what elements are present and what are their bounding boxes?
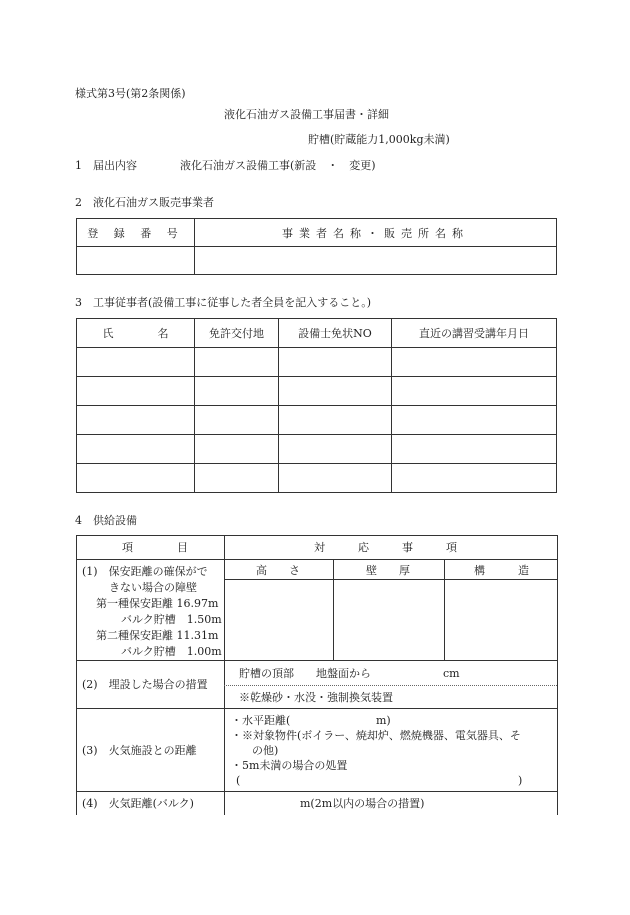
table-row	[77, 348, 557, 377]
col-thickness: 壁 厚	[366, 564, 410, 577]
header-license-no: 設備士免状NO	[279, 319, 392, 348]
col-structure: 構 造	[474, 564, 529, 577]
header-registration-number: 登 録 番 号	[77, 219, 195, 247]
header-name: 氏 名	[77, 319, 195, 348]
row3-line1-b: m)	[376, 714, 391, 727]
row3-line5-a: (	[236, 774, 241, 787]
section1-label: 1 届出内容	[75, 159, 137, 172]
header-license-place: 免許交付地	[195, 319, 279, 348]
form-number: 様式第3号(第2条関係)	[75, 87, 186, 100]
row4-value: m(2m以内の場合の措置)	[300, 797, 425, 810]
row2-line2: ※乾燥砂・水没・強制換気装置	[239, 691, 393, 704]
row3-line5-b: )	[518, 774, 523, 787]
document-title: 液化石油ガス設備工事届書・詳細	[224, 108, 389, 121]
vendor-table	[76, 218, 557, 275]
row1-item-line5: 第二種保安距離 11.31m	[96, 629, 219, 642]
supply-equipment-table	[76, 535, 557, 815]
row3-item: (3) 火気施設との距離	[82, 744, 197, 757]
section1-value: 液化石油ガス設備工事(新設 ・ 変更)	[180, 159, 376, 172]
row1-item-line2: きない場合の障壁	[109, 581, 197, 594]
section4-label: 4 供給設備	[75, 514, 137, 527]
header-response: 対 応 事 項	[314, 541, 457, 554]
row1-item-line4: バルク貯槽 1.50m	[121, 613, 222, 626]
table-row	[77, 406, 557, 435]
header-training-date: 直近の講習受講年月日	[392, 319, 557, 348]
row1-item-line3: 第一種保安距離 16.97m	[96, 597, 219, 610]
section3-label: 3 工事従事者(設備工事に従事した者全員を記入すること。)	[75, 296, 372, 309]
row2-line1-b: cm	[443, 667, 460, 680]
row1-item-line6: バルク貯槽 1.00m	[121, 645, 222, 658]
company-name-cell[interactable]	[195, 247, 557, 275]
section2-label: 2 液化石油ガス販売事業者	[75, 196, 214, 209]
registration-number-cell[interactable]	[77, 247, 195, 275]
table-row	[77, 464, 557, 493]
row3-line2: ・※対象物件(ボイラー、焼却炉、燃焼機器、電気器具、そ	[231, 729, 521, 742]
row2-item: (2) 埋設した場合の措置	[82, 678, 208, 691]
row3-line4: ・5m未満の場合の処置	[231, 759, 348, 772]
row3-line3: の他)	[252, 744, 279, 757]
row2-line1-a: 貯槽の頂部 地盤面から	[239, 667, 371, 680]
table-row	[77, 377, 557, 406]
document-subtitle: 貯槽(貯蔵能力1,000kg未満)	[308, 133, 450, 146]
row4-item: (4) 火気距離(バルク)	[82, 797, 194, 810]
header-item: 項 目	[122, 541, 188, 554]
row1-item-line1: (1) 保安距離の確保がで	[82, 565, 208, 578]
col-height: 高 さ	[256, 564, 300, 577]
row3-line1-a: ・水平距離(	[231, 714, 291, 727]
table-row	[77, 435, 557, 464]
workers-table	[76, 318, 557, 493]
header-company-name: 事業者名称・販売所名称	[195, 219, 557, 247]
